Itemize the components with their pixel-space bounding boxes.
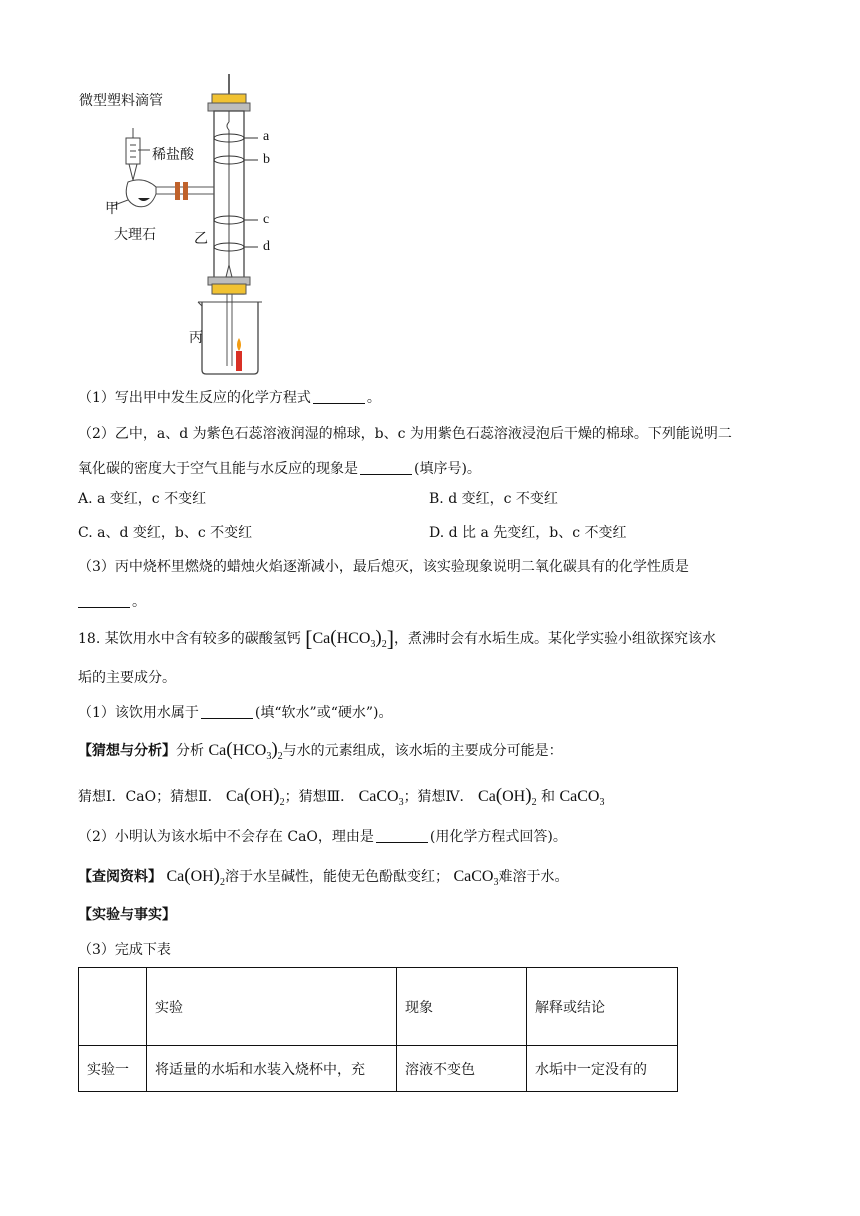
label-c: c [263, 212, 270, 227]
table-header-cell: 解释或结论 [527, 968, 678, 1046]
experiment-heading: 【实验与事实】 [78, 907, 176, 923]
table-header-cell [79, 968, 147, 1046]
q17-part3-line1: （3）丙中烧杯里燃烧的蜡烛火焰逐渐减小，最后熄灭，该实验现象说明二氧化碳具有的化学性质是 [78, 559, 689, 575]
q17-part1: （1）写出甲中发生反应的化学方程式 。 [78, 390, 381, 406]
formula-caco3: CaCO$_3$ [358, 788, 404, 808]
label-acid: 稀盐酸 [152, 147, 194, 163]
experiment-table [78, 967, 678, 1092]
label-d: d [263, 239, 270, 254]
formula-ca-oh-2: $Ca(OH)_2$ [478, 785, 537, 808]
apparatus-figure [70, 70, 310, 380]
guess-analysis: 【猜想与分析】分析 $Ca(HCO_3)_2$与水的元素组成，该水垢的主要成分可能是： [78, 739, 563, 762]
answer-blank[interactable] [313, 389, 365, 404]
q18-line2: 垢的主要成分。 [78, 670, 176, 686]
table-header-row [79, 968, 678, 1046]
q17-part2-line1: （2）乙中，a、d 为紫色石蕊溶液润湿的棉球，b、c 为用紫色石蕊溶液浸泡后干燥的棉球。下列能说明二 [78, 426, 732, 442]
formula-ca-oh-2: $Ca(OH)_2$ [226, 785, 285, 808]
table-header-cell: 现象 [397, 968, 527, 1046]
answer-blank[interactable] [360, 460, 412, 475]
label-marble: 大理石 [114, 227, 156, 243]
table-row [79, 1046, 678, 1092]
option-a: A. a 变红，c 不变红 [78, 491, 207, 507]
table-header-cell: 实验 [147, 968, 397, 1046]
label-dropper: 微型塑料滴管 [79, 93, 163, 109]
label-bing: 丙 [189, 330, 203, 346]
q17-part2-line2: 氧化碳的密度大于空气且能与水反应的现象是 (填序号)。 [78, 461, 481, 477]
option-c: C. a、d 变红，b、c 不变红 [78, 525, 253, 541]
q18-line1: 18. 某饮用水中含有较多的碳酸氢钙 $[Ca(HCO_3)_2]$，煮沸时会有水垢生成。某化学实验小组欲探究该水 [78, 626, 717, 651]
option-d: D. d 比 a 先变红，b、c 不变红 [429, 525, 627, 541]
answer-blank[interactable] [201, 704, 253, 719]
answer-blank[interactable] [78, 593, 130, 608]
q18-part1: （1）该饮用水属于 (填“软水”或“硬水”)。 [78, 705, 393, 721]
table-cell: 溶液不变色 [397, 1046, 527, 1092]
table-cell: 实验一 [79, 1046, 147, 1092]
table-cell: 水垢中一定没有的 [527, 1046, 678, 1092]
q18-part3: （3）完成下表 [78, 942, 171, 958]
answer-blank[interactable] [376, 828, 428, 843]
label-yi: 乙 [194, 231, 208, 247]
table-cell: 将适量的水垢和水装入烧杯中，充 [147, 1046, 397, 1092]
formula-ca-hco3-2: $Ca(HCO_3)_2$ [208, 739, 283, 762]
formula-ca-hco3-2: $[Ca(HCO_3)_2]$ [305, 626, 395, 651]
label-b: b [263, 152, 270, 167]
guess-list: 猜想Ⅰ．CaO；猜想Ⅱ． $Ca(OH)_2$；猜想Ⅲ． CaCO$_3$；猜想Ⅳ． $Ca(OH)_2$ 和 CaCO$_3$ [78, 785, 605, 808]
formula-caco3: CaCO$_3$ [559, 788, 605, 808]
q17-part3-line2: 。 [78, 592, 146, 612]
label-a: a [263, 129, 270, 144]
q18-part2: （2）小明认为该水垢中不会存在 CaO，理由是 (用化学方程式回答)。 [78, 829, 567, 845]
option-b: B. d 变红，c 不变红 [429, 491, 558, 507]
label-jia: 甲 [105, 201, 119, 217]
formula-caco3: CaCO$_3$ [453, 868, 499, 888]
formula-ca-oh-2: $Ca(OH)_2$ [166, 865, 225, 888]
reference-info: 【查阅资料】 $Ca(OH)_2$溶于水呈碱性，能使无色酚酞变红； CaCO$_3$难溶于水。 [78, 865, 569, 888]
